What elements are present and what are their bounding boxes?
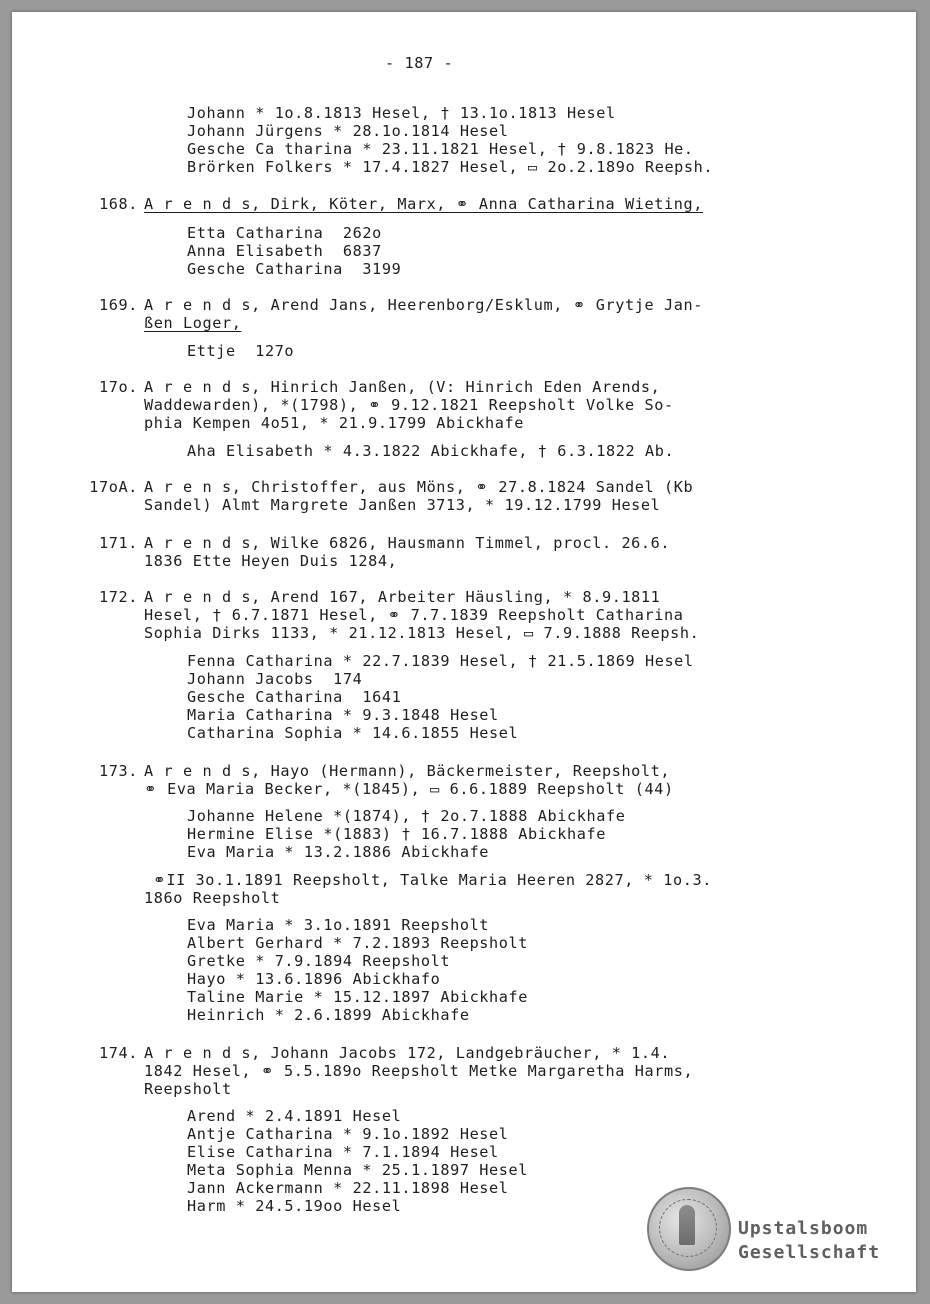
entry-head-line: A r e n d s, Dirk, Köter, Marx, ⚭ Anna Catharina Wieting, bbox=[144, 195, 703, 213]
seal-logo-icon bbox=[647, 1187, 731, 1271]
entry-head-line: ßen Loger, bbox=[144, 314, 242, 332]
child-line: Johanne Helene *(1874), † 2o.7.1888 Abickhafe bbox=[187, 807, 626, 825]
child-line: Antje Catharina * 9.1o.1892 Hesel bbox=[187, 1125, 509, 1143]
child-line: Johann Jürgens * 28.1o.1814 Hesel bbox=[187, 122, 509, 140]
entry-number: 169. bbox=[99, 296, 138, 314]
entry-head-line: A r e n d s, Hinrich Janßen, (V: Hinrich Eden Arends, bbox=[144, 378, 661, 396]
entry-head-line: A r e n d s, Arend 167, Arbeiter Häusling, * 8.9.1811 bbox=[144, 588, 661, 606]
entry-head-line: A r e n d s, Arend Jans, Heerenborg/Esklum, ⚭ Grytje Jan- bbox=[144, 296, 703, 314]
child-line: Eva Maria * 13.2.1886 Abickhafe bbox=[187, 843, 490, 861]
child-line: Gesche Catharina 1641 bbox=[187, 688, 402, 706]
child-line: Catharina Sophia * 14.6.1855 Hesel bbox=[187, 724, 519, 742]
entry-head-line: Waddewarden), *(1798), ⚭ 9.12.1821 Reepsholt Volke So- bbox=[144, 396, 674, 414]
child-line: Gretke * 7.9.1894 Reepsholt bbox=[187, 952, 451, 970]
second-marriage-line: ⚭II 3o.1.1891 Reepsholt, Talke Maria Heeren 2827, * 1o.3. bbox=[153, 871, 712, 889]
entry-head-line: Sandel) Almt Margrete Janßen 3713, * 19.12.1799 Hesel bbox=[144, 496, 661, 514]
child-line: Anna Elisabeth 6837 bbox=[187, 242, 382, 260]
child-line: Fenna Catharina * 22.7.1839 Hesel, † 21.5.1869 Hesel bbox=[187, 652, 694, 670]
child-line: Heinrich * 2.6.1899 Abickhafe bbox=[187, 1006, 470, 1024]
child-line: Hayo * 13.6.1896 Abickhafo bbox=[187, 970, 441, 988]
second-marriage-line: 186o Reepsholt bbox=[144, 889, 281, 907]
child-line: Ettje 127o bbox=[187, 342, 295, 360]
entry-head-line: Sophia Dirks 1133, * 21.12.1813 Hesel, ▭ 7.9.1888 Reepsh. bbox=[144, 624, 700, 642]
entry-number: 168. bbox=[99, 195, 138, 213]
entry-head-line: A r e n s, Christoffer, aus Möns, ⚭ 27.8.1824 Sandel (Kb bbox=[144, 478, 694, 496]
entry-head-line: ⚭ Eva Maria Becker, *(1845), ▭ 6.6.1889 Reepsholt (44) bbox=[144, 780, 674, 798]
child-line: Elise Catharina * 7.1.1894 Hesel bbox=[187, 1143, 499, 1161]
child-line: Johann * 1o.8.1813 Hesel, † 13.1o.1813 Hesel bbox=[187, 104, 616, 122]
child-line: Meta Sophia Menna * 25.1.1897 Hesel bbox=[187, 1161, 529, 1179]
child-line: Eva Maria * 3.1o.1891 Reepsholt bbox=[187, 916, 490, 934]
entry-head-line: phia Kempen 4o51, * 21.9.1799 Abickhafe bbox=[144, 414, 525, 432]
child-line: Etta Catharina 262o bbox=[187, 224, 382, 242]
entry-head-line: A r e n d s, Hayo (Hermann), Bäckermeister, Reepsholt, bbox=[144, 762, 671, 780]
child-line: Aha Elisabeth * 4.3.1822 Abickhafe, † 6.3.1822 Ab. bbox=[187, 442, 675, 460]
child-line: Johann Jacobs 174 bbox=[187, 670, 363, 688]
entry-head-line: A r e n d s, Johann Jacobs 172, Landgebräucher, * 1.4. bbox=[144, 1044, 671, 1062]
page-number: - 187 - bbox=[385, 54, 454, 72]
entry-head-line: Reepsholt bbox=[144, 1080, 232, 1098]
child-line: Harm * 24.5.19oo Hesel bbox=[187, 1197, 402, 1215]
child-line: Jann Ackermann * 22.11.1898 Hesel bbox=[187, 1179, 509, 1197]
child-line: Maria Catharina * 9.3.1848 Hesel bbox=[187, 706, 499, 724]
entry-number: 17o. bbox=[99, 378, 138, 396]
child-line: Gesche Ca tharina * 23.11.1821 Hesel, † 9.8.1823 He. bbox=[187, 140, 694, 158]
brand-name-line2: Gesellschaft bbox=[738, 1242, 881, 1263]
entry-number: 17oA. bbox=[89, 478, 138, 496]
child-line: Brörken Folkers * 17.4.1827 Hesel, ▭ 2o.2.189o Reepsh. bbox=[187, 158, 714, 176]
entry-head-line: A r e n d s, Wilke 6826, Hausmann Timmel, procl. 26.6. bbox=[144, 534, 671, 552]
entry-head-line: Hesel, † 6.7.1871 Hesel, ⚭ 7.7.1839 Reepsholt Catharina bbox=[144, 606, 684, 624]
brand-name-line1: Upstalsboom bbox=[738, 1218, 869, 1239]
entry-number: 173. bbox=[99, 762, 138, 780]
child-line: Gesche Catharina 3199 bbox=[187, 260, 402, 278]
child-line: Albert Gerhard * 7.2.1893 Reepsholt bbox=[187, 934, 529, 952]
child-line: Arend * 2.4.1891 Hesel bbox=[187, 1107, 402, 1125]
child-line: Taline Marie * 15.12.1897 Abickhafe bbox=[187, 988, 529, 1006]
entry-head-line: 1836 Ette Heyen Duis 1284, bbox=[144, 552, 398, 570]
child-line: Hermine Elise *(1883) † 16.7.1888 Abickhafe bbox=[187, 825, 606, 843]
entry-number: 172. bbox=[99, 588, 138, 606]
entry-number: 171. bbox=[99, 534, 138, 552]
entry-head-line: 1842 Hesel, ⚭ 5.5.189o Reepsholt Metke Margaretha Harms, bbox=[144, 1062, 694, 1080]
entry-number: 174. bbox=[99, 1044, 138, 1062]
